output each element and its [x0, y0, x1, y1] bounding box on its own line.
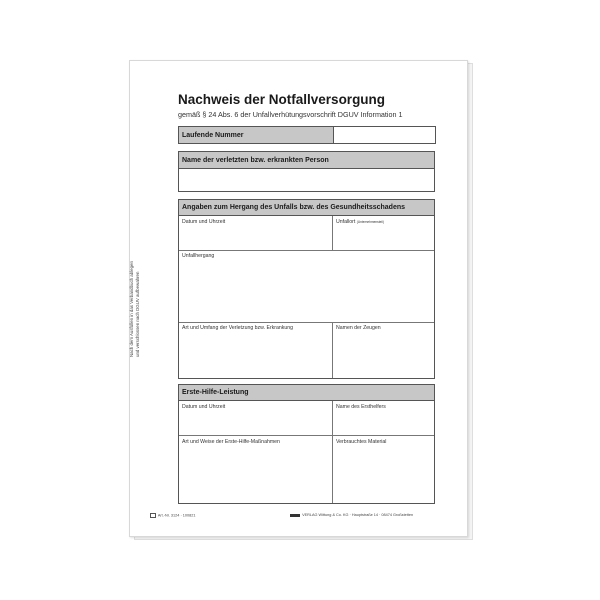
hergang-datum-label: Datum und Uhrzeit [182, 219, 226, 225]
art-umfang-label: Art und Umfang der Verletzung bzw. Erkrankung [182, 325, 294, 331]
verletzte-person-text: Name der verletzten bzw. erkrankten Person [182, 156, 329, 164]
verletzte-person-field[interactable] [178, 168, 435, 192]
form-title: Nachweis der Notfallversorgung [178, 92, 386, 107]
erste-hilfe-datum-label: Datum und Uhrzeit [182, 404, 226, 410]
divider [332, 216, 333, 250]
divider [179, 322, 434, 323]
unfallort-note: (Unternehmensteil) [356, 220, 384, 224]
unfallort-label [336, 219, 384, 225]
laufende-nummer-label [178, 126, 334, 144]
divider [179, 250, 434, 251]
side-note-line-1: Nach dem Ausfüllen in das Verbandbuch ablegen [129, 261, 134, 357]
unfallort-text: Unfallort [336, 219, 356, 225]
footer-left-text: Art.-Nr. 3124 · 100821 [157, 513, 196, 518]
divider [179, 435, 434, 436]
ersthelfer-label: Name des Ersthelfers [336, 404, 386, 410]
brand-logo-icon [290, 514, 300, 517]
hergang-section [178, 215, 435, 379]
footer-article-number [150, 513, 195, 518]
erste-hilfe-header-text: Erste-Hilfe-Leistung [182, 389, 249, 396]
hergang-header [178, 199, 435, 216]
verletzte-person-header [178, 151, 435, 169]
side-note [129, 261, 140, 357]
divider [332, 401, 333, 503]
footer-right-text: VERLAG Wittung & Co. KG · Hauptstraße 14 · 08474 Großstetten [302, 513, 414, 517]
massnahmen-label: Art und Weise der Erste-Hilfe-Maßnahmen [182, 439, 280, 445]
zeugen-label: Namen der Zeugen [336, 325, 381, 331]
erste-hilfe-section [178, 400, 435, 504]
footer-publisher [290, 513, 413, 517]
divider [332, 322, 333, 378]
form-subtitle: gemäß § 24 Abs. 6 der Unfallverhütungsvorschrift DGUV Information 1 [178, 110, 403, 119]
publisher-logo-icon [150, 513, 156, 518]
erste-hilfe-header [178, 384, 435, 401]
form-sheet [129, 60, 468, 537]
laufende-nummer-text: Laufende Nummer [182, 131, 244, 139]
laufende-nummer-field[interactable] [333, 126, 436, 144]
unfallhergang-label: Unfallhergang [182, 253, 215, 259]
side-note-line-2: und verschlossen nach DGUV aufbewahren [134, 271, 140, 357]
material-label: Verbrauchtes Material [336, 439, 387, 445]
hergang-header-text: Angaben zum Hergang des Unfalls bzw. des Gesundheitsschadens [182, 204, 406, 211]
